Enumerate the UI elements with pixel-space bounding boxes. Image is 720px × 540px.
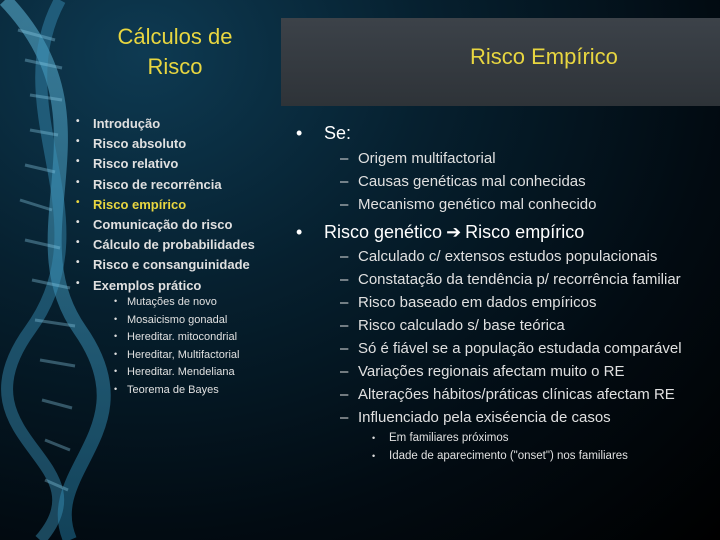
sidebar-subitem-label: Hereditar, Multifactorial	[127, 348, 240, 361]
bullet-icon: •	[76, 216, 80, 228]
sidebar-item-label: Comunicação do risco	[93, 216, 233, 232]
sidebar-item-label: Introdução	[93, 116, 161, 131]
sidebar-item-label: Risco relativo	[93, 156, 179, 172]
sidebar-subitem-mutacoes[interactable]	[114, 296, 284, 314]
sidebar-item-risco-relativo[interactable]	[76, 156, 286, 176]
sidebar-subitem-label: Hereditar. mitocondrial	[127, 331, 238, 344]
bullet-icon: •	[76, 277, 80, 289]
bullet-icon: •	[296, 123, 303, 143]
sidebar-item-risco-empirico[interactable]	[76, 197, 286, 217]
sidebar-subitem-label: Hereditar. Mendeliana	[127, 366, 235, 379]
slide-title	[70, 22, 280, 90]
sidebar-item-label: Risco absoluto	[93, 136, 187, 152]
dash-icon: –	[340, 386, 349, 403]
section-title: Risco genético ➔ Risco empírico	[324, 222, 585, 242]
dash-icon: –	[340, 294, 349, 311]
bullet-icon: •	[114, 348, 118, 359]
sidebar-subitem-mosaicismo[interactable]	[114, 314, 284, 332]
dash-icon: –	[340, 173, 349, 190]
sidebar-subitem-mendeliana[interactable]	[114, 366, 284, 384]
sidebar-subitem-multifactorial[interactable]	[114, 349, 284, 367]
bullet-icon: •	[114, 296, 118, 306]
header-title: Risco Empírico	[470, 44, 618, 69]
bullet-icon: •	[76, 237, 80, 249]
bullet-icon: •	[76, 176, 80, 188]
sidebar-subitem-mitocondrial[interactable]	[114, 331, 284, 349]
bullet-icon: •	[372, 433, 376, 443]
sidebar-item-comunicacao[interactable]	[76, 217, 286, 237]
bullet-icon: •	[76, 156, 80, 168]
bullet-icon: •	[296, 222, 303, 242]
dash-icon: –	[340, 363, 349, 380]
dash-icon: –	[340, 409, 349, 426]
sidebar-item-risco-recorrencia[interactable]	[76, 177, 286, 197]
sidebar-item-label: Risco de recorrência	[93, 176, 222, 192]
arrow-right-icon: ➔	[446, 222, 462, 242]
slide-title-line-1: Cálculos de	[117, 24, 233, 49]
bullet-icon: •	[76, 136, 80, 148]
sidebar-item-label: Cálculo de probabilidades	[93, 237, 255, 253]
sidebar-item-risco-absoluto[interactable]	[76, 136, 286, 156]
sidebar-item-consanguinidade[interactable]	[76, 257, 286, 277]
sidebar-subitem-label: Teorema de Bayes	[127, 383, 219, 396]
sidebar-subitem-label: Mutações de novo	[127, 296, 217, 308]
sidebar-item-exemplos[interactable]	[76, 278, 286, 298]
bullet-icon: •	[114, 331, 118, 342]
sidebar-subitem-bayes[interactable]	[114, 384, 284, 402]
bullet-icon: •	[76, 257, 80, 269]
bullet-icon: •	[76, 116, 80, 127]
sidebar-item-label: Exemplos prático	[93, 277, 202, 293]
sidebar-subitem-label: Mosaicismo gonadal	[127, 313, 228, 326]
sidebar-item-introducao[interactable]	[76, 116, 286, 136]
dash-icon: –	[340, 150, 349, 167]
dash-icon: –	[340, 196, 349, 213]
bullet-icon: •	[76, 196, 80, 208]
bullet-icon: •	[114, 383, 118, 394]
dash-icon: –	[340, 248, 349, 265]
dash-icon: –	[340, 340, 349, 357]
sidebar-item-calculo[interactable]	[76, 237, 286, 257]
dash-icon: –	[340, 317, 349, 334]
dash-icon: –	[340, 271, 349, 288]
sidebar-submenu	[114, 296, 284, 402]
slide: Cálculos de Risco Risco Empírico • Introdução • Risco absoluto • Risco relativo • Risco de recorrência • Risco empírico • Comunicação do risco • Cálculo de probabilidades • Risco e consanguinidade • Exemplos prático • Mutações de novo • Mosaicismo gonadal • Hereditar. mitocondrial • Hereditar, Multifactorial • Hereditar. Mendeliana • Teorema de Bayes • Se: – Origem multifactorial – Causas genéticas mal conhecidas – Mecanismo genético mal conhecido • Risco genético ➔ Risco empírico – Calculado c/ extensos estudos populacionais – Constatação da tendência p/ recorrência familiar – Risco baseado em dados empíricos – Risco calculado s/ base teórica – Só é fiável se a população estudada comparável – Variações regionais afectam muito o RE – Alterações hábitos/práticas clínicas afectam RE – Influenciado pela exiséencia de casos • Em familiares próximos • Idade de aparecimento ("onset") nos familiares	[0, 0, 720, 540]
slide-title-line-2: Risco	[147, 54, 203, 79]
section-title: Se:	[324, 123, 352, 143]
bullet-icon: •	[372, 451, 376, 461]
sidebar-item-label: Risco empírico	[93, 196, 187, 212]
sidebar-item-label: Risco e consanguinidade	[93, 257, 250, 273]
bullet-icon: •	[114, 313, 118, 324]
bullet-icon: •	[114, 366, 118, 377]
sidebar-menu	[76, 116, 286, 298]
